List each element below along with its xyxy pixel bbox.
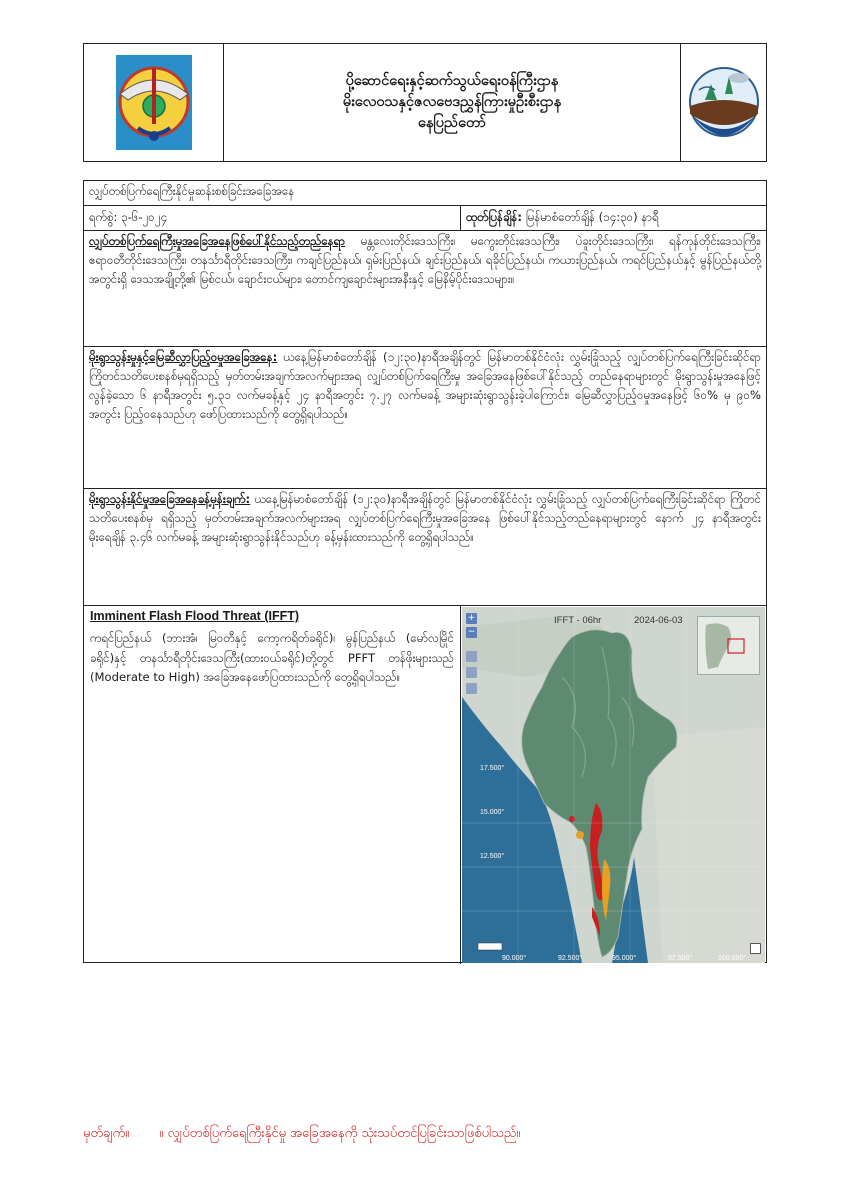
document-header xyxy=(83,43,767,162)
issue-time-label: ထုတ်ပြန်ချိန်: xyxy=(466,210,523,224)
report-heading: လျှပ်တစ်ပြက်ရေကြီးနိုင်မှုဆန်းစစ်ခြင်းအခြေအနေ xyxy=(89,184,295,198)
footer-note-text: ။ လျှပ်တစ်ပြက်ရေကြီးနိုင်မှု အခြေအနေကို သုံးသပ်တင်ပြခြင်းသာဖြစ်ပါသည်။ xyxy=(159,1126,521,1141)
footer-note-label: မှတ်ချက်။ xyxy=(83,1126,130,1141)
forecast-paragraph xyxy=(89,490,761,547)
rainfall-label: မိုးရွာသွန်းမှုနှင့်မြေဆီလွှာပြည့်ဝမှုအခြေအနေ: xyxy=(89,350,278,364)
map-product-title: IFFT - 06hr xyxy=(554,615,602,626)
hydrology-logo-cell xyxy=(680,44,766,161)
date-value: ၃-၆-၂၀၂၄ xyxy=(121,210,167,224)
iff-threat-row xyxy=(84,606,766,964)
lat-label: 12.500° xyxy=(480,853,505,860)
lon-label: 100.000° xyxy=(718,955,747,962)
rainfall-text: ယနေ့မြန်မာစံတော်ချိန် (၁၂:၃၀)နာရီအချိန်တွင် မြန်မာတစ်နိုင်ငံလုံး လွှမ်းခြုံသည့် လျှပ်တစ်ပြက်ရေကြီးခြင်းဆိုင်ရာ ကြိုတင်သတိပေးစနစ်မှရရှိသည့် မှတ်တမ်းအချက်အလက်များအရ လျှပ်တစ်ပြက်ရေကြီးမှု အခြေအနေဖြစ်ပေါ်နိုင်သည့် တည်နေရာများတွင် မိုးရွာသွန်းမှုအနေဖြင့် လွန်ခဲ့သော ၆ နာရီအတွင်း ၅.၃၁ လက်မခန့်နှင့် ၂၄ နာရီအတွင်း ၇.၂၇ လက်မခန့် အများဆုံးရွာသွန်းခဲ့ပါကြောင်း၊ မြေဆီလွှာပြည့်ဝမှုအနေဖြင့် ၆၀% မှ ၉၀% အတွင်း ပြည့်ဝနေသည်ဟု ဖော်ပြထားသည်ကို တွေ့ရှိရပါသည်။ xyxy=(89,350,762,421)
flash-flood-report-table xyxy=(83,180,767,963)
date-label: ရက်စွဲ: xyxy=(89,210,118,224)
hydrology-logo xyxy=(681,44,767,161)
date-cell xyxy=(84,206,461,230)
overview-minimap[interactable] xyxy=(697,616,760,675)
iff-title: Imminent Flash Flood Threat (IFFT) xyxy=(90,609,300,623)
map-date: 2024-06-03 xyxy=(634,615,683,626)
ministry-emblem-logo xyxy=(84,44,224,161)
iff-threat-map xyxy=(462,607,765,963)
report-heading-row xyxy=(84,181,766,206)
risk-area-label: လျှပ်တစ်ပြက်ရေကြီးမှုအခြေအနေဖြစ်ပေါ်နိုင်သည့်တည်နေရာ xyxy=(89,234,346,248)
fullscreen-button[interactable] xyxy=(750,943,761,954)
issue-time-cell xyxy=(461,206,766,230)
risk-area-row xyxy=(84,231,766,347)
lon-label: 97.500° xyxy=(668,955,693,962)
ministry-title: ပို့ဆောင်ရေးနှင့်ဆက်သွယ်ရေးဝန်ကြီးဌာန xyxy=(345,73,559,89)
lon-label: 90.000° xyxy=(502,955,527,962)
rainfall-paragraph xyxy=(89,348,761,424)
forecast-text: ယနေ့မြန်မာစံတော်ချိန် (၁၂:၃၀)နာရီအချိန်တွင် မြန်မာတစ်နိုင်ငံလုံး လွှမ်းခြုံသည့် လျှပ်တစ်ပြက်ရေကြီးခြင်းဆိုင်ရာ ကြိုတင်သတိပေးစနစ်မှ ရရှိသည့် မှတ်တမ်းအချက်အလက်များအရ လျှပ်တစ်ပြက်ရေကြီးမှုအခြေအနေ ဖြစ်ပေါ်နိုင်သည့်တည်နေရာများတွင် နောက် ၂၄ နာရီအတွင်း မိုးရေချိန် ၃.၄၆ လက်မခန့် အများဆုံးရွာသွန်းနိုင်သည်ဟု ခန့်မှန်းထားသည်ကို တွေ့ရှိရပါသည်။ xyxy=(89,492,761,544)
map-layer-button[interactable] xyxy=(466,651,477,662)
department-title: မိုးလေဝသနှင့်ဇလဗေဒညွှန်ကြားမှုဦးစီးဌာန xyxy=(342,94,562,110)
header-title-block xyxy=(224,44,680,161)
risk-area-paragraph xyxy=(89,232,761,289)
lat-label: 15.000° xyxy=(480,809,505,816)
issue-time-value: မြန်မာစံတော်ချိန် (၁၄:၃၀) နာရီ xyxy=(525,210,659,224)
lat-label: 17.500° xyxy=(480,765,505,772)
zoom-in-button[interactable]: + xyxy=(467,613,476,623)
forecast-label: မိုးရွာသွန်းနိုင်မှုအခြေအနေခန့်မှန်းချက်: xyxy=(89,492,251,506)
risk-area-text: မန္တလေးတိုင်းဒေသကြီး၊ မကွေးတိုင်းဒေသကြီး၊ ပဲခူးတိုင်းဒေသကြီး၊ ရန်ကုန်တိုင်းဒေသကြီး၊ ဧရာဝတီတိုင်းဒေသကြီး၊ တနင်္သာရီတိုင်းဒေသကြီး၊ ကချင်ပြည်နယ်၊ ရှမ်းပြည်နယ်၊ ချင်းပြည်နယ်၊ ရခိုင်ပြည်နယ်၊ ကယားပြည်နယ်၊ ကရင်ပြည်နယ်နှင့် မွန်ပြည်နယ်တို့အတွင်းရှိ ဒေသအချို့တို့၏ မြစ်ငယ်၊ ချောင်းငယ်များ၊ တောင်ကျချောင်းများအနီးနှင့် မြေနိမ့်ပိုင်းဒေသများ။ xyxy=(89,234,762,286)
footer-note xyxy=(83,1125,520,1144)
zoom-out-button[interactable]: − xyxy=(467,627,476,637)
iff-description: ကရင်ပြည်နယ် (ဘားအံ၊ မြဝတီနှင့် ကော့ကရိတ်ခရိုင်)၊ မွန်ပြည်နယ် (မော်လမြိုင်ခရိုင်)နှင့် တနင်္သာရီတိုင်းဒေသကြီး(ထားဝယ်ခရိုင်)တို့တွင် PFFT တန်ဖိုးများသည် (Moderate to High) အခြေအနေဖော်ပြထားသည်ကို တွေ့ရှိရပါသည်။ xyxy=(90,631,454,684)
map-legend-button[interactable] xyxy=(466,683,477,694)
location-title: နေပြည်တော် xyxy=(417,115,487,131)
lon-label: 95.000° xyxy=(612,955,637,962)
rainfall-soil-row xyxy=(84,347,766,489)
date-issue-row xyxy=(84,206,766,231)
iff-text-cell xyxy=(84,606,461,964)
map-home-button[interactable] xyxy=(466,667,477,678)
ministry-logo-cell xyxy=(84,44,224,161)
rain-forecast-row xyxy=(84,489,766,606)
lon-label: 92.500° xyxy=(558,955,583,962)
